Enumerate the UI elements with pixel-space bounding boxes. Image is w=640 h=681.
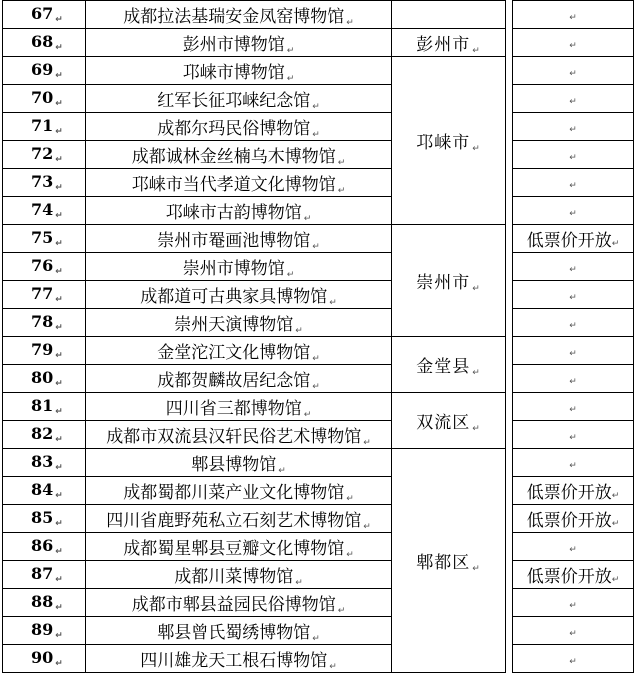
spacer-cell [506,617,513,645]
paragraph-mark-icon: ↵ [55,239,63,249]
ticket-note-cell [513,253,634,281]
row-number-cell [3,477,86,505]
paragraph-mark-icon: ↵ [346,493,354,504]
museum-name-cell [86,365,392,393]
spacer-cell [506,533,513,561]
table-row [3,505,634,533]
paragraph-mark-icon: ↵ [55,407,63,417]
museum-name: 成都拉法基瑞安金凤窑博物馆 [123,6,345,27]
paragraph-mark-icon: ↵ [472,563,481,574]
district-name: 崇州市 [416,272,471,293]
spacer-cell [506,197,513,225]
ticket-note-cell [513,141,634,169]
paragraph-mark-icon: ↵ [569,124,577,135]
district-cell [392,449,506,673]
row-number-cell [3,645,86,673]
table-row [3,561,634,589]
paragraph-mark-icon: ↵ [55,575,63,585]
table-row [3,29,634,57]
paragraph-mark-icon: ↵ [312,129,320,140]
spacer-cell [506,253,513,281]
spacer-cell [506,309,513,337]
museum-name: 成都川菜博物馆 [174,566,294,587]
museum-name-cell [86,141,392,169]
paragraph-mark-icon: ↵ [55,379,63,389]
table-row [3,85,634,113]
paragraph-mark-icon: ↵ [569,40,577,51]
spacer-cell [506,169,513,197]
spacer-cell [506,225,513,253]
paragraph-mark-icon: ↵ [611,575,620,585]
paragraph-mark-icon: ↵ [337,157,346,168]
ticket-note-cell [513,617,634,645]
paragraph-mark-icon: ↵ [55,323,63,333]
table-row [3,141,634,169]
museum-name: 郫县博物馆 [191,454,277,475]
museum-name-cell [86,645,392,673]
row-number-cell [3,617,86,645]
ticket-note-cell [513,197,634,225]
paragraph-mark-icon: ↵ [337,605,346,616]
spacer-cell [506,645,513,673]
ticket-note-cell [513,113,634,141]
museum-name-cell [86,337,392,365]
paragraph-mark-icon: ↵ [55,491,63,501]
spacer-cell [506,281,513,309]
paragraph-mark-icon: ↵ [286,269,295,280]
district-name: 双流区 [416,412,471,433]
district-cell [392,29,506,57]
table-row [3,617,634,645]
table-row [3,393,634,421]
paragraph-mark-icon: ↵ [55,631,63,641]
table-row [3,281,634,309]
paragraph-mark-icon: ↵ [611,519,620,529]
paragraph-mark-icon: ↵ [569,348,577,359]
paragraph-mark-icon: ↵ [55,547,63,557]
ticket-note-cell [513,505,634,533]
row-number: 76 [31,256,54,275]
paragraph-mark-icon: ↵ [569,544,577,555]
row-number: 70 [31,88,54,107]
paragraph-mark-icon: ↵ [611,239,620,249]
paragraph-mark-icon: ↵ [363,521,371,532]
ticket-note-cell [513,645,634,673]
museum-name: 成都尔玛民俗博物馆 [157,118,311,139]
museum-name: 成都市郫县益园民俗博物馆 [131,594,336,615]
spacer-cell [506,393,513,421]
paragraph-mark-icon: ↵ [303,409,312,420]
paragraph-mark-icon: ↵ [569,320,577,331]
district-cell [392,393,506,449]
row-number: 79 [31,340,54,359]
paragraph-mark-icon: ↵ [312,241,320,252]
museum-name-cell [86,113,392,141]
paragraph-mark-icon: ↵ [472,283,481,294]
museum-name: 红军长征邛崃纪念馆 [157,90,311,111]
table-row [3,253,634,281]
district-name: 金堂县 [416,356,471,377]
district-name: 邛崃市 [416,132,471,153]
paragraph-mark-icon: ↵ [55,519,63,529]
spacer-cell [506,365,513,393]
paragraph-mark-icon: ↵ [55,463,63,473]
paragraph-mark-icon: ↵ [286,73,295,84]
paragraph-mark-icon: ↵ [55,127,63,137]
row-number-cell [3,197,86,225]
museum-name: 成都道可古典家具博物馆 [140,286,328,307]
ticket-note-cell [513,393,634,421]
ticket-note-cell [513,477,634,505]
museum-name-cell [86,309,392,337]
museum-name: 邛崃市当代孝道文化博物馆 [131,174,336,195]
museum-name-cell [86,1,392,29]
paragraph-mark-icon: ↵ [55,99,63,109]
row-number: 89 [31,620,54,639]
paragraph-mark-icon: ↵ [312,353,320,364]
ticket-note-cell [513,449,634,477]
museum-name: 邛崃市古韵博物馆 [165,202,302,223]
paragraph-mark-icon: ↵ [55,295,63,305]
museum-name: 四川省三都博物馆 [165,398,302,419]
paragraph-mark-icon: ↵ [569,12,577,23]
row-number: 81 [31,396,54,415]
spacer-cell [506,589,513,617]
table-row [3,169,634,197]
museum-name-cell [86,477,392,505]
paragraph-mark-icon: ↵ [286,45,295,56]
museum-name-cell [86,393,392,421]
paragraph-mark-icon: ↵ [569,292,577,303]
paragraph-mark-icon: ↵ [363,437,371,448]
row-number-cell [3,85,86,113]
museum-name-cell [86,449,392,477]
paragraph-mark-icon: ↵ [346,549,354,560]
ticket-note: 低票价开放 [526,231,612,251]
table-row [3,57,634,85]
district-cell [392,1,506,29]
district-name: 彭州市 [416,34,471,55]
paragraph-mark-icon: ↵ [312,101,320,112]
museum-name-cell [86,589,392,617]
ticket-note-cell [513,533,634,561]
table-row [3,365,634,393]
paragraph-mark-icon: ↵ [472,143,481,154]
row-number: 69 [31,60,54,79]
ticket-note-cell [513,57,634,85]
row-number: 77 [31,284,54,303]
ticket-note-cell [513,421,634,449]
district-name: 郫都区 [416,552,471,573]
paragraph-mark-icon: ↵ [55,659,63,669]
row-number: 72 [31,144,54,163]
spacer-cell [506,561,513,589]
museum-name: 成都贺麟故居纪念馆 [157,370,311,391]
ticket-note: 低票价开放 [526,483,612,503]
paragraph-mark-icon: ↵ [55,267,63,277]
table-row [3,449,634,477]
table-row [3,113,634,141]
paragraph-mark-icon: ↵ [312,633,320,644]
row-number-cell [3,533,86,561]
museum-name-cell [86,421,392,449]
table-row [3,589,634,617]
paragraph-mark-icon: ↵ [472,367,481,378]
paragraph-mark-icon: ↵ [55,71,63,81]
paragraph-mark-icon: ↵ [611,491,620,501]
table-row [3,477,634,505]
row-number: 87 [31,564,54,583]
row-number-cell [3,421,86,449]
row-number: 88 [31,592,54,611]
table-row [3,337,634,365]
paragraph-mark-icon: ↵ [329,297,337,308]
spacer-cell [506,477,513,505]
paragraph-mark-icon: ↵ [569,656,577,667]
paragraph-mark-icon: ↵ [295,325,303,336]
row-number-cell [3,29,86,57]
museum-list-table [2,0,634,673]
museum-name: 成都蜀都川菜产业文化博物馆 [123,482,345,503]
paragraph-mark-icon: ↵ [312,381,320,392]
ticket-note-cell [513,589,634,617]
paragraph-mark-icon: ↵ [472,45,481,56]
paragraph-mark-icon: ↵ [569,460,577,471]
row-number: 90 [31,648,54,667]
spacer-cell [506,505,513,533]
paragraph-mark-icon: ↵ [569,600,577,611]
ticket-note-cell [513,281,634,309]
row-number-cell [3,449,86,477]
museum-name: 金堂沱江文化博物馆 [157,342,311,363]
district-cell [392,225,506,337]
museum-name-cell [86,281,392,309]
museum-name: 邛崃市博物馆 [182,62,285,83]
museum-name: 成都蜀星郫县豆瓣文化博物馆 [123,538,345,559]
ticket-note-cell [513,309,634,337]
museum-name-cell [86,169,392,197]
museum-name-cell [86,85,392,113]
row-number-cell [3,365,86,393]
row-number-cell [3,393,86,421]
table-row [3,225,634,253]
paragraph-mark-icon: ↵ [569,376,577,387]
row-number: 84 [31,480,54,499]
museum-name-cell [86,197,392,225]
table-row [3,1,634,29]
paragraph-mark-icon: ↵ [55,155,63,165]
spacer-cell [506,1,513,29]
row-number: 71 [31,116,54,135]
spacer-cell [506,421,513,449]
ticket-note-cell [513,29,634,57]
museum-name-cell [86,253,392,281]
row-number-cell [3,309,86,337]
district-cell [392,337,506,393]
ticket-note: 低票价开放 [526,567,612,587]
paragraph-mark-icon: ↵ [569,404,577,415]
row-number: 73 [31,172,54,191]
ticket-note-cell [513,169,634,197]
row-number-cell [3,57,86,85]
spacer-cell [506,337,513,365]
ticket-note-cell [513,365,634,393]
spacer-cell [506,85,513,113]
row-number: 86 [31,536,54,555]
table-row [3,533,634,561]
table-row [3,645,634,673]
row-number: 80 [31,368,54,387]
row-number-cell [3,113,86,141]
row-number: 85 [31,508,54,527]
row-number: 82 [31,424,54,443]
row-number-cell [3,169,86,197]
row-number-cell [3,253,86,281]
row-number: 74 [31,200,54,219]
row-number: 67 [31,4,54,23]
paragraph-mark-icon: ↵ [329,661,337,672]
museum-name: 四川雄龙天工根石博物馆 [140,650,328,671]
paragraph-mark-icon: ↵ [55,211,63,221]
paragraph-mark-icon: ↵ [55,15,63,25]
spacer-cell [506,113,513,141]
museum-name: 成都诚林金丝楠乌木博物馆 [131,146,336,167]
ticket-note: 低票价开放 [526,511,612,531]
museum-name: 崇州市罨画池博物馆 [157,230,311,251]
museum-name-cell [86,505,392,533]
table-row [3,197,634,225]
paragraph-mark-icon: ↵ [55,43,63,53]
paragraph-mark-icon: ↵ [569,208,577,219]
paragraph-mark-icon: ↵ [303,213,312,224]
ticket-note-cell [513,337,634,365]
museum-name-cell [86,29,392,57]
paragraph-mark-icon: ↵ [337,185,346,196]
spacer-cell [506,141,513,169]
row-number-cell [3,1,86,29]
museum-name: 成都市双流县汉轩民俗艺术博物馆 [106,426,362,447]
table-row [3,309,634,337]
paragraph-mark-icon: ↵ [569,264,577,275]
museum-name: 崇州天演博物馆 [174,314,294,335]
paragraph-mark-icon: ↵ [346,17,354,28]
museum-table-body [3,1,634,673]
row-number: 75 [31,228,54,247]
row-number-cell [3,561,86,589]
museum-name: 崇州市博物馆 [182,258,285,279]
row-number-cell [3,281,86,309]
row-number: 83 [31,452,54,471]
paragraph-mark-icon: ↵ [55,435,63,445]
museum-name: 彭州市博物馆 [182,34,285,55]
museum-name-cell [86,561,392,589]
museum-name-cell [86,617,392,645]
ticket-note-cell [513,225,634,253]
museum-name-cell [86,533,392,561]
paragraph-mark-icon: ↵ [55,183,63,193]
paragraph-mark-icon: ↵ [55,351,63,361]
museum-name: 郫县曾氏蜀绣博物馆 [157,622,311,643]
paragraph-mark-icon: ↵ [569,68,577,79]
row-number-cell [3,225,86,253]
ticket-note-cell [513,561,634,589]
paragraph-mark-icon: ↵ [295,577,303,588]
paragraph-mark-icon: ↵ [569,180,577,191]
paragraph-mark-icon: ↵ [569,152,577,163]
row-number-cell [3,589,86,617]
table-row [3,421,634,449]
paragraph-mark-icon: ↵ [55,603,63,613]
row-number-cell [3,337,86,365]
ticket-note-cell [513,85,634,113]
ticket-note-cell [513,1,634,29]
row-number-cell [3,505,86,533]
paragraph-mark-icon: ↵ [278,465,286,476]
paragraph-mark-icon: ↵ [569,628,577,639]
museum-name-cell [86,57,392,85]
museum-name: 四川省鹿野苑私立石刻艺术博物馆 [106,510,362,531]
paragraph-mark-icon: ↵ [569,432,577,443]
district-cell [392,57,506,225]
paragraph-mark-icon: ↵ [569,96,577,107]
spacer-cell [506,449,513,477]
row-number: 78 [31,312,54,331]
spacer-cell [506,29,513,57]
row-number: 68 [31,32,54,51]
row-number-cell [3,141,86,169]
spacer-cell [506,57,513,85]
museum-name-cell [86,225,392,253]
paragraph-mark-icon: ↵ [472,423,481,434]
